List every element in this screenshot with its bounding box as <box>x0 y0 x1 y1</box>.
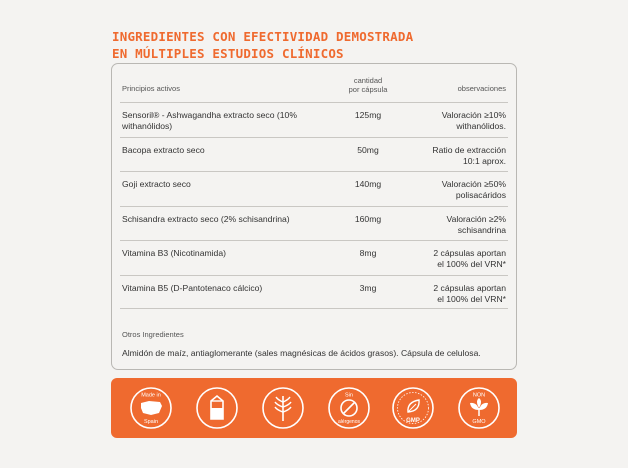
table-row <box>120 137 508 172</box>
ingredient-amount: 125mg <box>354 110 382 120</box>
ingredient-name <box>122 248 322 259</box>
wheat-icon <box>261 386 305 430</box>
gmp-text: GMP <box>406 418 420 424</box>
ingredient-name-line-2: withanólidos) <box>122 121 173 131</box>
ingredient-amount: 3mg <box>359 282 377 293</box>
notes-line-2: el 100% del VRN* <box>437 259 506 269</box>
table-row <box>120 102 508 137</box>
gmo-text: GMO <box>472 419 486 425</box>
ingredient-amount: 140mg <box>354 179 382 189</box>
plant-icon <box>457 386 501 430</box>
notes-line-1: 2 cápsulas aportan <box>433 248 506 258</box>
notes-line-1: 2 cápsulas aportan <box>433 282 506 293</box>
no-allergens-icon <box>327 386 371 430</box>
spain-map-icon <box>129 386 173 430</box>
allergen-free-badge <box>327 386 371 430</box>
notes-line-2: 10:1 aprox. <box>463 155 506 166</box>
sin-text: Sin <box>345 392 353 399</box>
title-line-1: INGREDIENTES CON EFECTIVIDAD DEMOSTRADA <box>112 29 414 44</box>
ingredient-amount: 50mg <box>357 144 379 155</box>
ingredient-amount: 160mg <box>354 213 382 224</box>
header-notes: observaciones <box>457 84 506 93</box>
ingredient-notes <box>396 179 506 201</box>
ingredient-name <box>122 145 322 156</box>
leaf-seal-icon <box>391 386 435 430</box>
gluten-free-badge <box>261 386 305 430</box>
notes-line-2: polisacáridos <box>455 190 506 200</box>
other-ingredients-label: Otros Ingredientes <box>122 330 184 339</box>
spain-text: Spain <box>143 419 159 425</box>
other-ingredients-text: Almidón de maíz, antiaglomerante (sales magnésicas de ácidos grasos). Cápsula de celulosa. <box>122 348 481 358</box>
non-gmo-badge <box>457 386 501 430</box>
ingredient-notes <box>396 145 506 167</box>
non-text: NON <box>472 392 486 399</box>
ingredients-rows <box>120 102 508 309</box>
vegan-badge <box>195 386 239 430</box>
ingredient-name-line-1: Bacopa extracto seco <box>122 144 205 155</box>
ingredient-name-line-1: Goji extracto seco <box>122 179 191 189</box>
notes-line-2: schisandrina <box>457 224 506 235</box>
title-line-2: EN MÚLTIPLES ESTUDIOS CLÍNICOS <box>112 46 344 61</box>
table-row <box>120 240 508 275</box>
notes-line-1: Valoración ≥2% <box>446 213 506 224</box>
notes-line-1: Valoración ≥10% <box>441 110 506 120</box>
gmp-badge <box>391 386 435 430</box>
milk-carton-icon <box>195 386 239 430</box>
ingredient-name <box>122 214 322 225</box>
ingredient-notes <box>396 110 506 132</box>
ingredient-name-line-1: Vitamina B3 (Nicotinamida) <box>122 248 226 258</box>
ingredient-name <box>122 179 322 190</box>
certification-badges-bar <box>111 378 517 438</box>
ingredient-name-line-1: Sensoril® - Ashwagandha extracto seco (10% <box>122 110 297 120</box>
ingredient-name <box>122 283 322 294</box>
alergenos-text: alérgenos <box>338 419 360 425</box>
notes-line-2: withanólidos. <box>456 121 506 131</box>
notes-line-1: Valoración ≥50% <box>441 179 506 189</box>
notes-line-1: Ratio de extracción <box>432 144 506 155</box>
header-amount <box>338 76 398 94</box>
ingredient-notes <box>396 214 506 236</box>
header-active-ingredients: Principios activos <box>122 84 180 93</box>
made-in-spain-badge <box>129 386 173 430</box>
ingredient-name-line-1: Schisandra extracto seco (2% schisandrina) <box>122 213 290 224</box>
table-row <box>120 206 508 241</box>
header-amount-line-1: cantidad <box>353 76 383 85</box>
ingredient-notes <box>396 283 506 305</box>
ingredient-name-line-1: Vitamina B5 (D-Pantotenaco cálcico) <box>122 282 263 293</box>
ingredient-name <box>122 110 322 132</box>
section-title <box>112 28 532 62</box>
header-amount-line-2: por cápsula <box>348 85 388 94</box>
table-row <box>120 171 508 206</box>
table-row <box>120 275 508 310</box>
ingredients-table-card <box>111 63 517 370</box>
notes-line-2: el 100% del VRN* <box>437 293 506 304</box>
ingredient-notes <box>396 248 506 270</box>
ingredient-amount: 8mg <box>359 248 377 258</box>
made-in-text: Made in <box>141 392 161 399</box>
